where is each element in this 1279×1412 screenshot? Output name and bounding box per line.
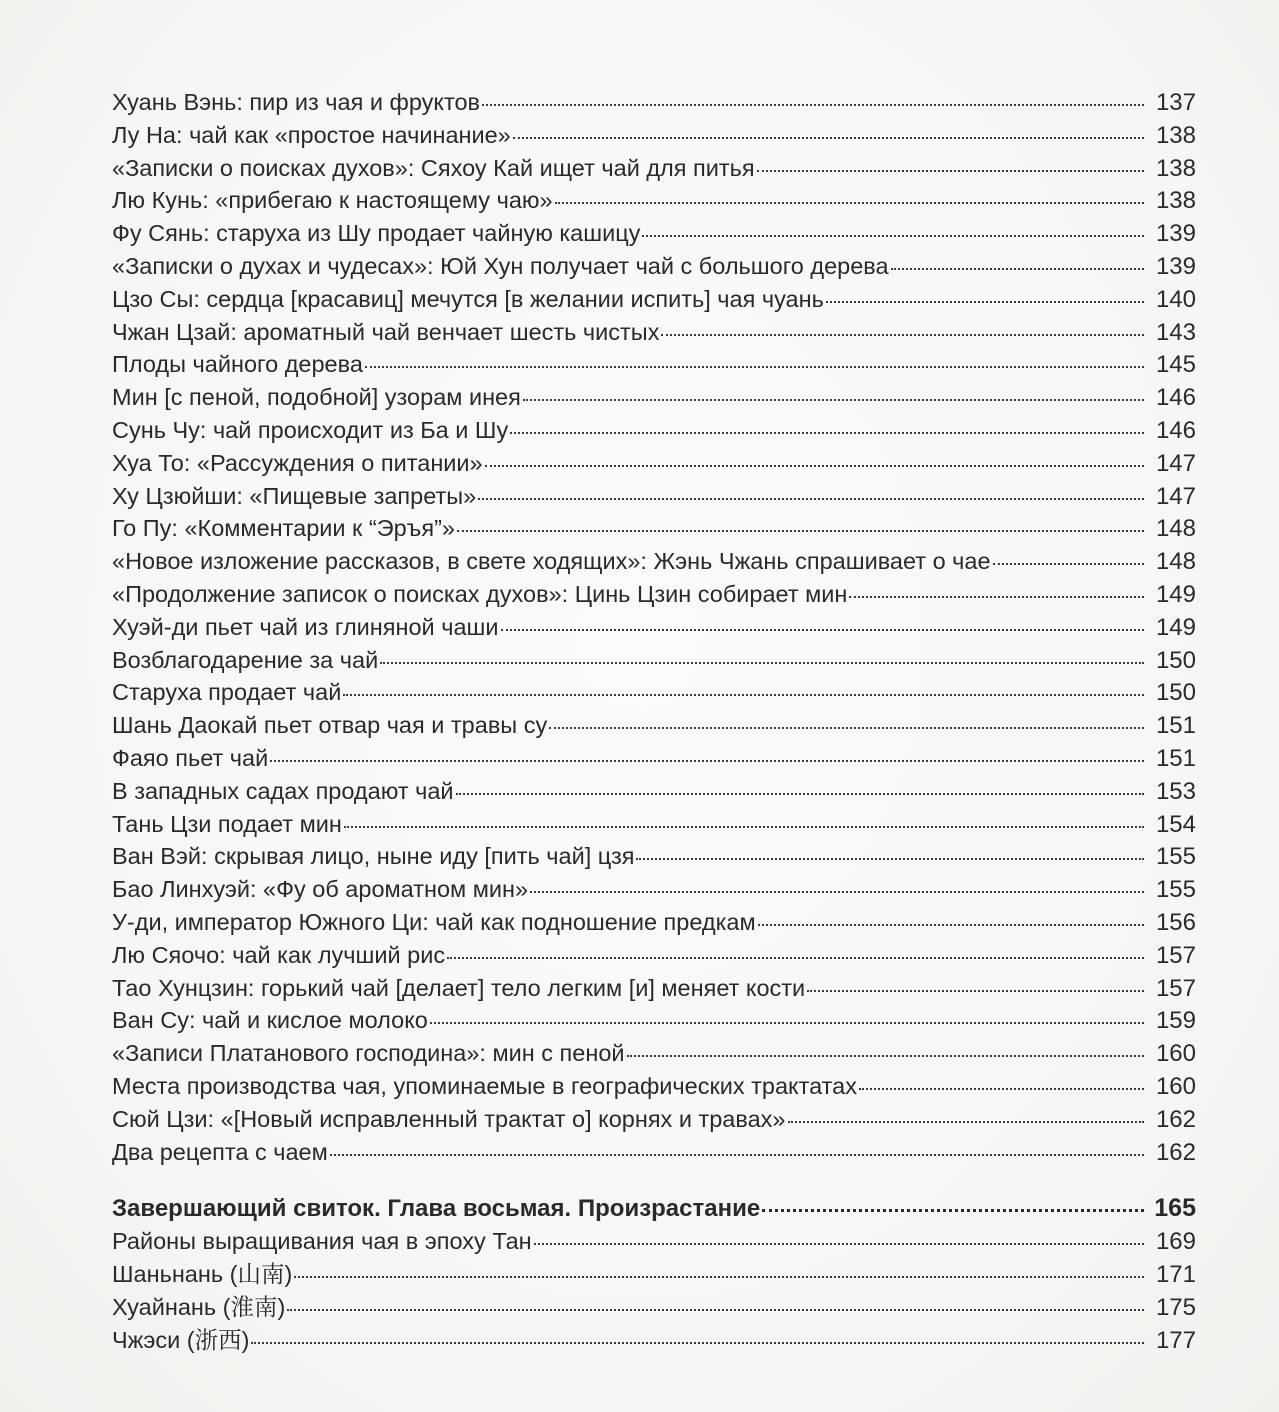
toc-entry-page-number: 139 <box>1155 220 1196 248</box>
toc-leader-dots <box>661 334 1144 336</box>
toc-leader-dots <box>549 727 1144 729</box>
toc-entry-page-number: 140 <box>1155 285 1196 313</box>
toc-entry <box>110 1136 1196 1169</box>
toc-entry-page-number: 147 <box>1155 482 1196 510</box>
toc-entry <box>110 939 1196 972</box>
toc-entry <box>110 972 1196 1005</box>
toc-entry-title: Ван Су: чай и кислое молоко <box>112 1007 428 1034</box>
toc-leader-dots <box>344 826 1144 828</box>
toc-entry <box>110 348 1196 381</box>
toc-entry-title: Лю Сяочо: чай как лучший рис <box>112 941 446 968</box>
toc-leader-dots <box>478 498 1144 500</box>
toc-entry-title: Шань Даокай пьет отвар чая и травы су <box>112 712 548 739</box>
toc-leader-dots <box>457 530 1144 532</box>
toc-chapter-entries <box>110 1225 1196 1356</box>
toc-leader-dots <box>826 301 1144 303</box>
toc-leader-dots <box>380 662 1144 664</box>
toc-entry-title: Тао Хунцзин: горький чай [делает] тело легким [и] меняет кости <box>112 974 806 1001</box>
toc-leader-dots <box>758 924 1144 926</box>
toc-entry-page-number: 151 <box>1155 712 1196 740</box>
toc-chapter-title: Завершающий свиток. Глава восьмая. Произрастание <box>112 1195 761 1223</box>
toc-entry <box>110 611 1196 644</box>
toc-leader-dots <box>534 1243 1144 1245</box>
toc-entry-title: «Новое изложение рассказов, в свете ходящих»: Жэнь Чжань спрашивает о чае <box>112 548 991 575</box>
toc-entry <box>110 283 1196 316</box>
toc-entry-title: Хуайнань (淮南) <box>112 1293 286 1320</box>
toc-entry-page-number: 153 <box>1155 777 1196 805</box>
toc-entry-page-number: 143 <box>1155 318 1196 346</box>
toc-entry-title: «Продолжение записок о поисках духов»: Цинь Цзин собирает мин <box>112 580 848 607</box>
toc-entry <box>110 381 1196 414</box>
toc-entry-title: Сунь Чу: чай происходит из Ба и Шу <box>112 416 509 443</box>
toc-entry-page-number: 138 <box>1155 187 1196 215</box>
toc-entry-page-number: 177 <box>1155 1326 1196 1354</box>
toc-entry <box>110 1070 1196 1103</box>
toc-entry-title: Сюй Цзи: «[Новый исправленный трактат о] корнях и травах» <box>112 1105 786 1132</box>
toc-entry-page-number: 162 <box>1155 1138 1196 1166</box>
toc-leader-dots <box>430 1022 1144 1024</box>
toc-entry-title: Ван Вэй: скрывая лицо, ныне иду [пить чай] цзя <box>112 843 635 870</box>
toc-entry-title: Чжэси (浙西) <box>112 1326 250 1353</box>
toc-entry-page-number: 138 <box>1155 154 1196 182</box>
toc-entry-title: Возблагодарение за чай <box>112 646 379 673</box>
toc-entry-page-number: 150 <box>1155 679 1196 707</box>
toc-entry <box>110 480 1196 513</box>
toc-entry <box>110 578 1196 611</box>
toc-entry-title: Старуха продает чай <box>112 679 342 706</box>
toc-entry-title: Лу На: чай как «простое начинание» <box>112 121 511 148</box>
toc-entry <box>110 1103 1196 1136</box>
toc-entry <box>110 906 1196 939</box>
toc-leader-dots <box>642 235 1144 237</box>
toc-leader-dots <box>330 1154 1144 1156</box>
toc-entry-title: Хуань Вэнь: пир из чая и фруктов <box>112 89 481 115</box>
toc-entry-page-number: 146 <box>1155 384 1196 412</box>
toc-entry-title: Плоды чайного дерева <box>112 351 363 378</box>
toc-entry-page-number: 157 <box>1155 941 1196 969</box>
toc-entry-title: У-ди, император Южного Ци: чай как подношение предкам <box>112 908 756 935</box>
toc-entry-page-number: 139 <box>1155 252 1196 280</box>
toc-entry-title: Бао Линхуэй: «Фу об ароматном мин» <box>112 876 529 903</box>
toc-entry <box>110 545 1196 578</box>
toc-entries <box>110 86 1196 1168</box>
toc-leader-dots <box>501 629 1145 631</box>
toc-leader-dots <box>849 596 1144 598</box>
toc-entry <box>110 1037 1196 1070</box>
toc-entry-page-number: 145 <box>1155 351 1196 379</box>
toc-leader-dots <box>456 793 1144 795</box>
toc-entry <box>110 119 1196 152</box>
toc-leader-dots <box>485 465 1144 467</box>
toc-entry-page-number: 171 <box>1155 1261 1196 1289</box>
toc-entry <box>110 414 1196 447</box>
toc-entry-title: Места производства чая, упоминаемые в географических трактатах <box>112 1072 857 1099</box>
toc-entry <box>110 217 1196 250</box>
toc-entry-page-number: 156 <box>1155 908 1196 936</box>
toc-leader-dots <box>788 1121 1145 1123</box>
toc-entry <box>110 1291 1196 1324</box>
toc-entry-page-number: 147 <box>1155 449 1196 477</box>
toc-entry-page-number: 157 <box>1155 974 1196 1002</box>
toc-entry-title: «Записки о духах и чудесах»: Юй Хун получает чай с большого дерева <box>112 252 889 279</box>
toc-entry-title: «Записки о поисках духов»: Сяхоу Кай ищет чай для питья <box>112 154 755 181</box>
toc-leader-dots <box>757 170 1144 172</box>
toc-entry-title: В западных садах продают чай <box>112 777 454 804</box>
toc-leader-dots <box>294 1276 1144 1278</box>
toc-leader-dots <box>993 563 1144 565</box>
toc-entry-title: Хуэй-ди пьет чай из глиняной чаши <box>112 613 499 640</box>
toc-leader-dots <box>513 137 1144 139</box>
toc-entry-page-number: 160 <box>1155 1072 1196 1100</box>
toc-entry-title: Хуа То: «Рассуждения о питании» <box>112 449 483 476</box>
toc-entry-title: Районы выращивания чая в эпоху Тан <box>112 1228 532 1255</box>
toc-leader-dots <box>530 891 1144 893</box>
toc-entry-page-number: 149 <box>1155 613 1196 641</box>
toc-leader-dots <box>447 957 1144 959</box>
toc-entry <box>110 316 1196 349</box>
toc-entry <box>110 742 1196 775</box>
toc-entry <box>110 775 1196 808</box>
toc-leader-dots <box>627 1055 1144 1057</box>
toc-chapter-page-number: 165 <box>1154 1194 1196 1223</box>
toc-entry-page-number: 148 <box>1155 515 1196 543</box>
toc-leader-dots <box>270 760 1144 762</box>
toc-entry <box>110 840 1196 873</box>
toc-entry-title: Два рецепта с чаем <box>112 1138 328 1165</box>
toc-entry <box>110 873 1196 906</box>
table-of-contents <box>110 86 1196 1356</box>
toc-entry <box>110 184 1196 217</box>
toc-entry-page-number: 155 <box>1155 876 1196 904</box>
toc-entry-page-number: 148 <box>1155 548 1196 576</box>
toc-leader-dots <box>555 202 1144 204</box>
toc-entry-page-number: 162 <box>1155 1105 1196 1133</box>
toc-leader-dots <box>807 990 1144 992</box>
toc-entry-title: Цзо Сы: сердца [красавиц] мечутся [в желании испить] чая чуань <box>112 285 824 312</box>
toc-entry-page-number: 175 <box>1155 1293 1196 1321</box>
toc-entry-page-number: 146 <box>1155 416 1196 444</box>
toc-entry-title: Лю Кунь: «прибегаю к настоящему чаю» <box>112 187 553 214</box>
toc-entry-title: Мин [с пеной, подобной] узорам инея <box>112 384 521 411</box>
toc-entry-page-number: 150 <box>1155 646 1196 674</box>
toc-leader-dots <box>762 1209 1144 1212</box>
toc-entry-page-number: 137 <box>1155 89 1196 116</box>
toc-leader-dots <box>287 1309 1144 1311</box>
toc-leader-dots <box>523 399 1144 401</box>
toc-entry-title: Чжан Цзай: ароматный чай венчает шесть чистых <box>112 318 660 345</box>
toc-leader-dots <box>510 432 1144 434</box>
toc-entry-page-number: 149 <box>1155 580 1196 608</box>
toc-chapter-heading <box>110 1192 1196 1225</box>
toc-entry <box>110 644 1196 677</box>
toc-entry-title: «Записи Платанового господина»: мин с пеной <box>112 1040 625 1067</box>
toc-entry-page-number: 151 <box>1155 744 1196 772</box>
toc-entry-page-number: 155 <box>1155 843 1196 871</box>
toc-entry-page-number: 154 <box>1155 810 1196 838</box>
toc-entry-page-number: 169 <box>1155 1228 1196 1256</box>
toc-entry-title: Фу Сянь: старуха из Шу продает чайную кашицу <box>112 220 641 247</box>
toc-entry <box>110 512 1196 545</box>
toc-entry-title: Го Пу: «Комментарии к “Эръя”» <box>112 515 455 542</box>
toc-leader-dots <box>343 694 1144 696</box>
toc-entry <box>110 808 1196 841</box>
toc-leader-dots <box>636 858 1144 860</box>
toc-entry <box>110 1225 1196 1258</box>
toc-entry-title: Тань Цзи подает мин <box>112 810 342 837</box>
toc-entry <box>110 1258 1196 1291</box>
toc-leader-dots <box>251 1342 1144 1344</box>
toc-entry <box>110 1004 1196 1037</box>
toc-entry <box>110 447 1196 480</box>
toc-entry <box>110 709 1196 742</box>
toc-leader-dots <box>482 104 1144 106</box>
toc-leader-dots <box>859 1088 1144 1090</box>
toc-leader-dots <box>891 268 1144 270</box>
toc-entry-page-number: 159 <box>1155 1007 1196 1035</box>
toc-entry <box>110 152 1196 185</box>
toc-entry-page-number: 138 <box>1155 121 1196 149</box>
toc-entry-page-number: 160 <box>1155 1040 1196 1068</box>
toc-leader-dots <box>365 366 1144 368</box>
toc-entry <box>110 86 1196 119</box>
toc-entry-title: Ху Цзюйши: «Пищевые запреты» <box>112 482 477 509</box>
toc-entry <box>110 250 1196 283</box>
toc-entry-title: Фаяо пьет чай <box>112 744 269 771</box>
toc-entry-title: Шаньнань (山南) <box>112 1261 293 1288</box>
toc-entry <box>110 676 1196 709</box>
toc-entry <box>110 1324 1196 1357</box>
